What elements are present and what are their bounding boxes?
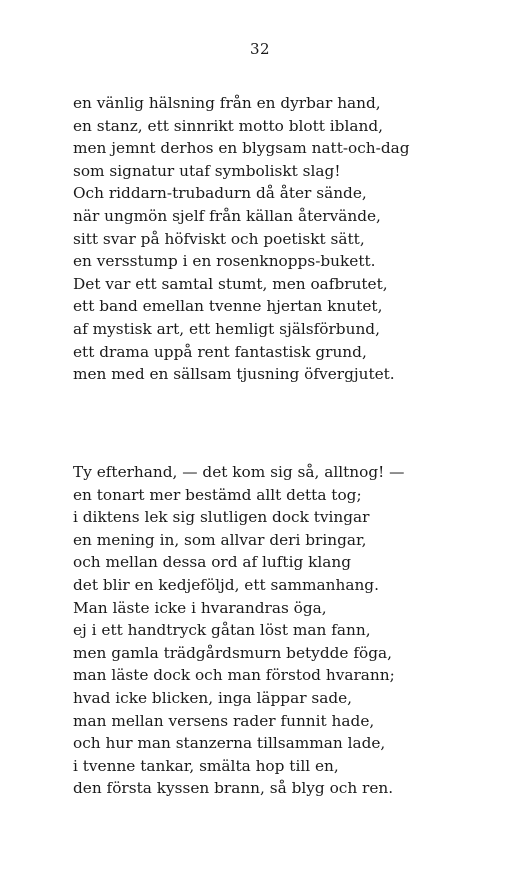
poem-line: man läste dock och man förstod hvarann; xyxy=(73,666,395,685)
poem-line: och hur man stanzerna tillsamman lade, xyxy=(73,734,386,753)
poem-line: det blir en kedjeföljd, ett sammanhang. xyxy=(73,575,379,594)
poem-line: ett band emellan tvenne hjertan knutet, xyxy=(73,297,383,316)
poem-line: Man läste icke i hvarandras öga, xyxy=(73,598,327,617)
poem-line: en versstump i en rosenknopps-bukett. xyxy=(73,252,376,271)
poem-line: en tonart mer bestämd allt detta tog; xyxy=(73,485,362,504)
poem-line: sitt svar på höfviskt och poetiskt sätt, xyxy=(73,229,365,248)
poem-line: men jemnt derhos en blygsam natt-och-dag xyxy=(73,139,410,158)
poem-line: ett drama uppå rent fantastisk grund, xyxy=(73,342,367,361)
page-number: 32 xyxy=(249,40,271,58)
poem-line: men med en sällsam tjusning öfvergjutet. xyxy=(73,365,395,384)
poem-line: ej i ett handtryck gåtan löst man fann, xyxy=(73,621,371,640)
poem-line: i diktens lek sig slutligen dock tvingar xyxy=(73,508,370,527)
stanza-1 xyxy=(73,92,410,386)
poem-line: den första kyssen brann, så blyg och ren. xyxy=(73,779,394,798)
poem-line: Ty efterhand, — det kom sig så, alltnog! — xyxy=(73,463,405,481)
poem-line: Och riddarn-trubadurn då åter sände, xyxy=(73,184,367,203)
poem-line: en mening in, som allvar deri bringar, xyxy=(73,530,367,549)
poem-line: och mellan dessa ord af luftig klang xyxy=(73,553,352,572)
poem-line: af mystisk art, ett hemligt själsförbund, xyxy=(73,319,380,338)
poem-line: som signatur utaf symboliskt slag! xyxy=(73,161,341,180)
poem-line: Det var ett samtal stumt, men oafbrutet, xyxy=(73,274,388,293)
poem-line: när ungmön sjelf från källan återvände, xyxy=(73,206,381,225)
poem-line: hvad icke blicken, inga läppar sade, xyxy=(73,688,353,707)
poem-line: en stanz, ett sinnrikt motto blott ibland, xyxy=(73,116,383,135)
poem-line: man mellan versens rader funnit hade, xyxy=(73,711,375,730)
poem-line: i tvenne tankar, smälta hop till en, xyxy=(73,756,339,775)
poem-line: en vänlig hälsning från en dyrbar hand, xyxy=(73,94,381,112)
poem-line: men gamla trädgårdsmurn betydde föga, xyxy=(73,643,392,662)
stanza-2 xyxy=(73,461,404,800)
